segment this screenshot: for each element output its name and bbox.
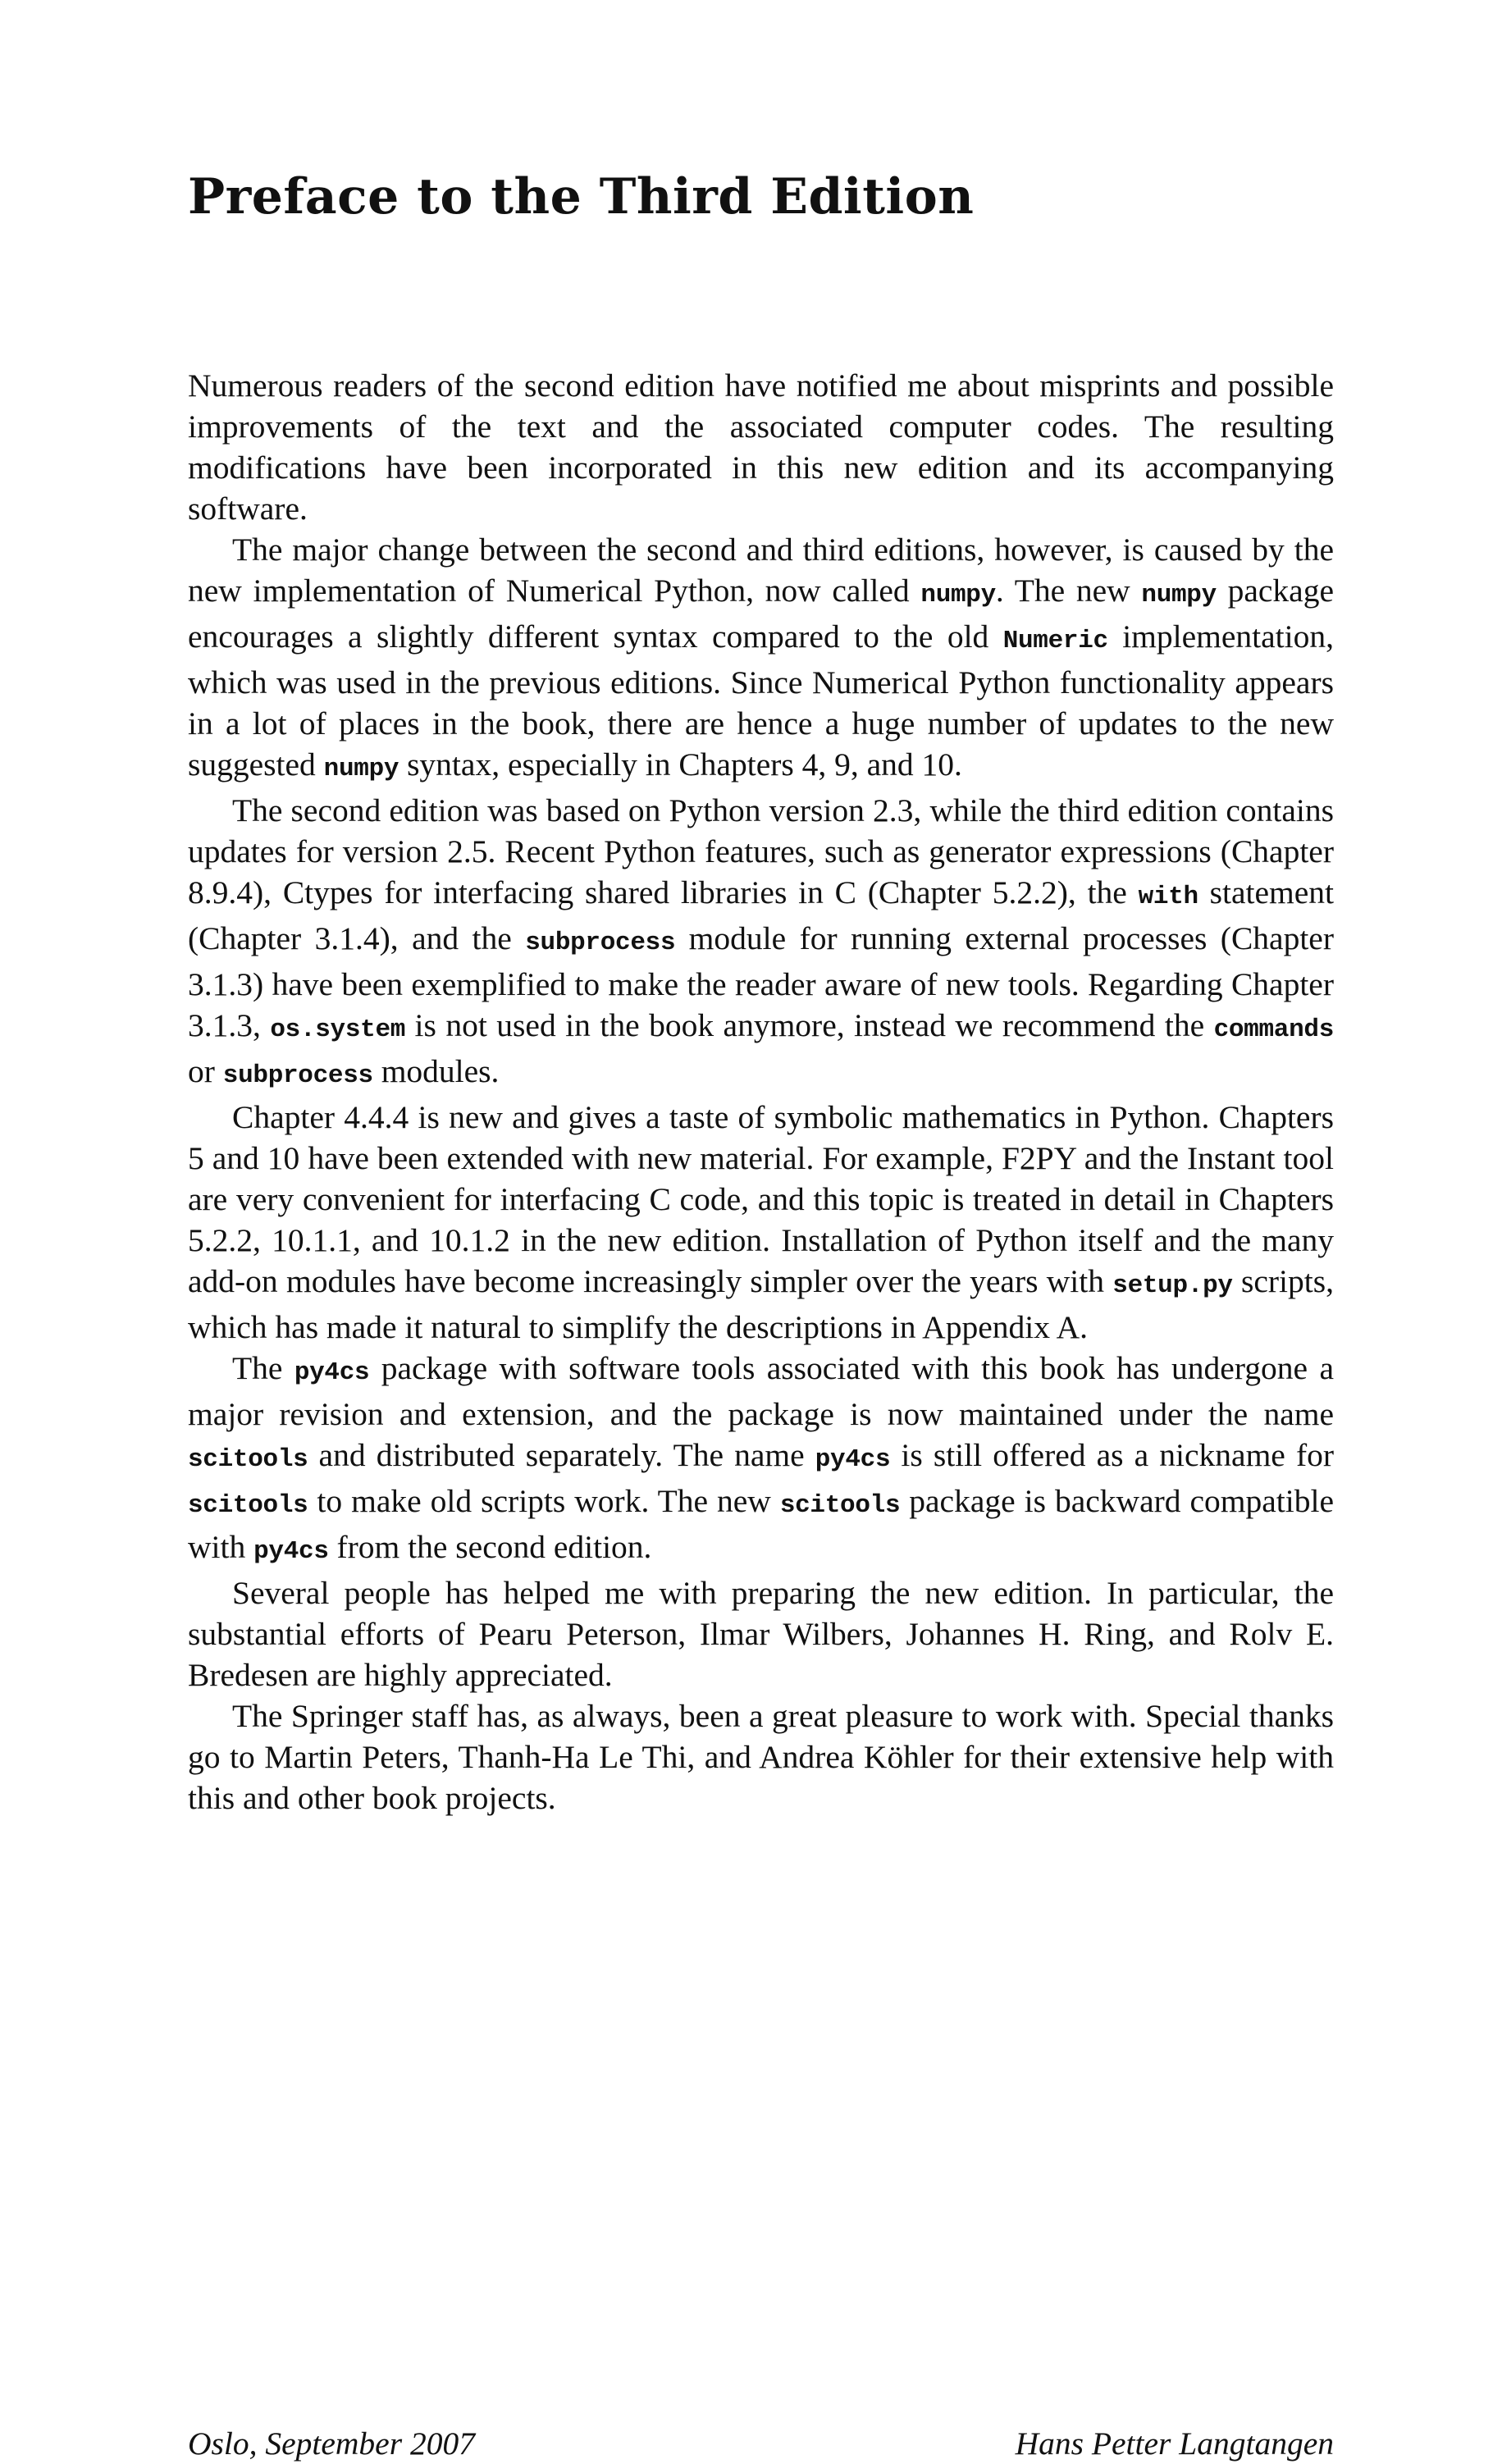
paragraph	[188, 365, 1334, 529]
text-run: The	[232, 1350, 294, 1386]
text-run: The second edition was based on Python version 2.3, while the third edition contains updates for version 2.5. Recent Python features, such as generator expressions (Chapter 8.9.4), Ctypes for interfacing shared libraries in C (Chapter 5.2.2), the	[188, 792, 1334, 910]
code-term: numpy	[920, 581, 996, 609]
text-run: The major change between the second and third editions, however, is caused by the new implementation of Numerical Python, now called	[188, 532, 1334, 609]
text-run: or	[188, 1053, 223, 1089]
text-run: modules.	[372, 1053, 500, 1089]
author-name: Hans Petter Langtangen	[1015, 2425, 1334, 2462]
text-run: Chapter 4.4.4 is new and gives a taste of symbolic mathematics in Python. Chapters 5 and 10 have been extended with new material. For example, F2PY and the Instant tool are very convenient for interfacing C code, and this topic is treated in detail in Chapters 5.2.2, 10.1.1, and 10.1.2 in the new edition. Installation of Python itself and the many add-on modules have become increasingly simpler over the years with	[188, 1099, 1334, 1299]
text-run: scripts, which has made it natural to simplify the descriptions in Appendix A.	[188, 1263, 1334, 1345]
text-run: package with software tools associated with this book has undergone a major revision and extension, and the package is now maintained under the name	[188, 1350, 1334, 1432]
text-run: Several people has helped me with preparing the new edition. In particular, the substantial efforts of Pearu Peterson, Ilmar Wilbers, Johannes H. Ring, and Rolv E. Bredesen are highly appreciated.	[188, 1575, 1334, 1693]
text-run: statement (Chapter 3.1.4), and the	[188, 874, 1334, 956]
text-run: implementation, which was used in the previous editions. Since Numerical Python functionality appears in a lot of places in the book, there are hence a huge number of updates to the new suggested	[188, 618, 1334, 783]
paragraph	[188, 1348, 1334, 1572]
text-run: module for running external processes (Chapter 3.1.3) have been exemplified to make the reader aware of new tools. Regarding Chapter 3.1.3,	[188, 920, 1334, 1043]
code-term: scitools	[188, 1491, 308, 1520]
preface-body	[188, 365, 1334, 1818]
signature-line	[188, 2423, 1334, 2464]
text-run: from the second edition.	[328, 1529, 652, 1565]
code-term: scitools	[779, 1491, 901, 1520]
paragraph	[188, 1695, 1334, 1818]
text-run: and distributed separately. The name	[308, 1437, 815, 1473]
text-run: is still offered as a nickname for	[890, 1437, 1335, 1473]
code-term: py4cs	[253, 1537, 329, 1566]
code-term: numpy	[1141, 581, 1217, 609]
text-run: . The new	[995, 573, 1142, 609]
text-run: to make old scripts work. The new	[308, 1483, 780, 1519]
code-term: os.system	[270, 1015, 406, 1044]
code-term: subprocess	[525, 929, 676, 957]
code-term: py4cs	[815, 1445, 891, 1474]
paragraph	[188, 529, 1334, 790]
paragraph	[188, 790, 1334, 1097]
page-title: Preface to the Third Edition	[188, 168, 975, 226]
place-and-date: Oslo, September 2007	[188, 2425, 475, 2462]
code-term: py4cs	[294, 1358, 370, 1387]
code-term: commands	[1213, 1015, 1335, 1044]
text-run: syntax, especially in Chapters 4, 9, and 10.	[399, 746, 962, 783]
code-term: scitools	[188, 1445, 308, 1474]
text-run: package is backward compatible with	[188, 1483, 1334, 1565]
code-term: subprocess	[222, 1061, 373, 1090]
text-run: package encourages a slightly different syntax compared to the old	[188, 573, 1334, 655]
code-term: setup.py	[1112, 1271, 1233, 1300]
paragraph	[188, 1097, 1334, 1348]
text-run: Numerous readers of the second edition have notified me about misprints and possible improvements of the text and the associated computer codes. The resulting modifications have been incorporated in this new edition and its accompanying software.	[188, 367, 1334, 527]
code-term: numpy	[323, 755, 399, 783]
code-term: Numeric	[1002, 627, 1108, 655]
paragraph	[188, 1572, 1334, 1695]
text-run: is not used in the book anymore, instead we recommend the	[405, 1007, 1214, 1043]
text-run: The Springer staff has, as always, been a great pleasure to work with. Special thanks go to Martin Peters, Thanh-Ha Le Thi, and Andrea Köhler for their extensive help with this and other book projects.	[188, 1698, 1334, 1816]
code-term: with	[1138, 883, 1198, 911]
